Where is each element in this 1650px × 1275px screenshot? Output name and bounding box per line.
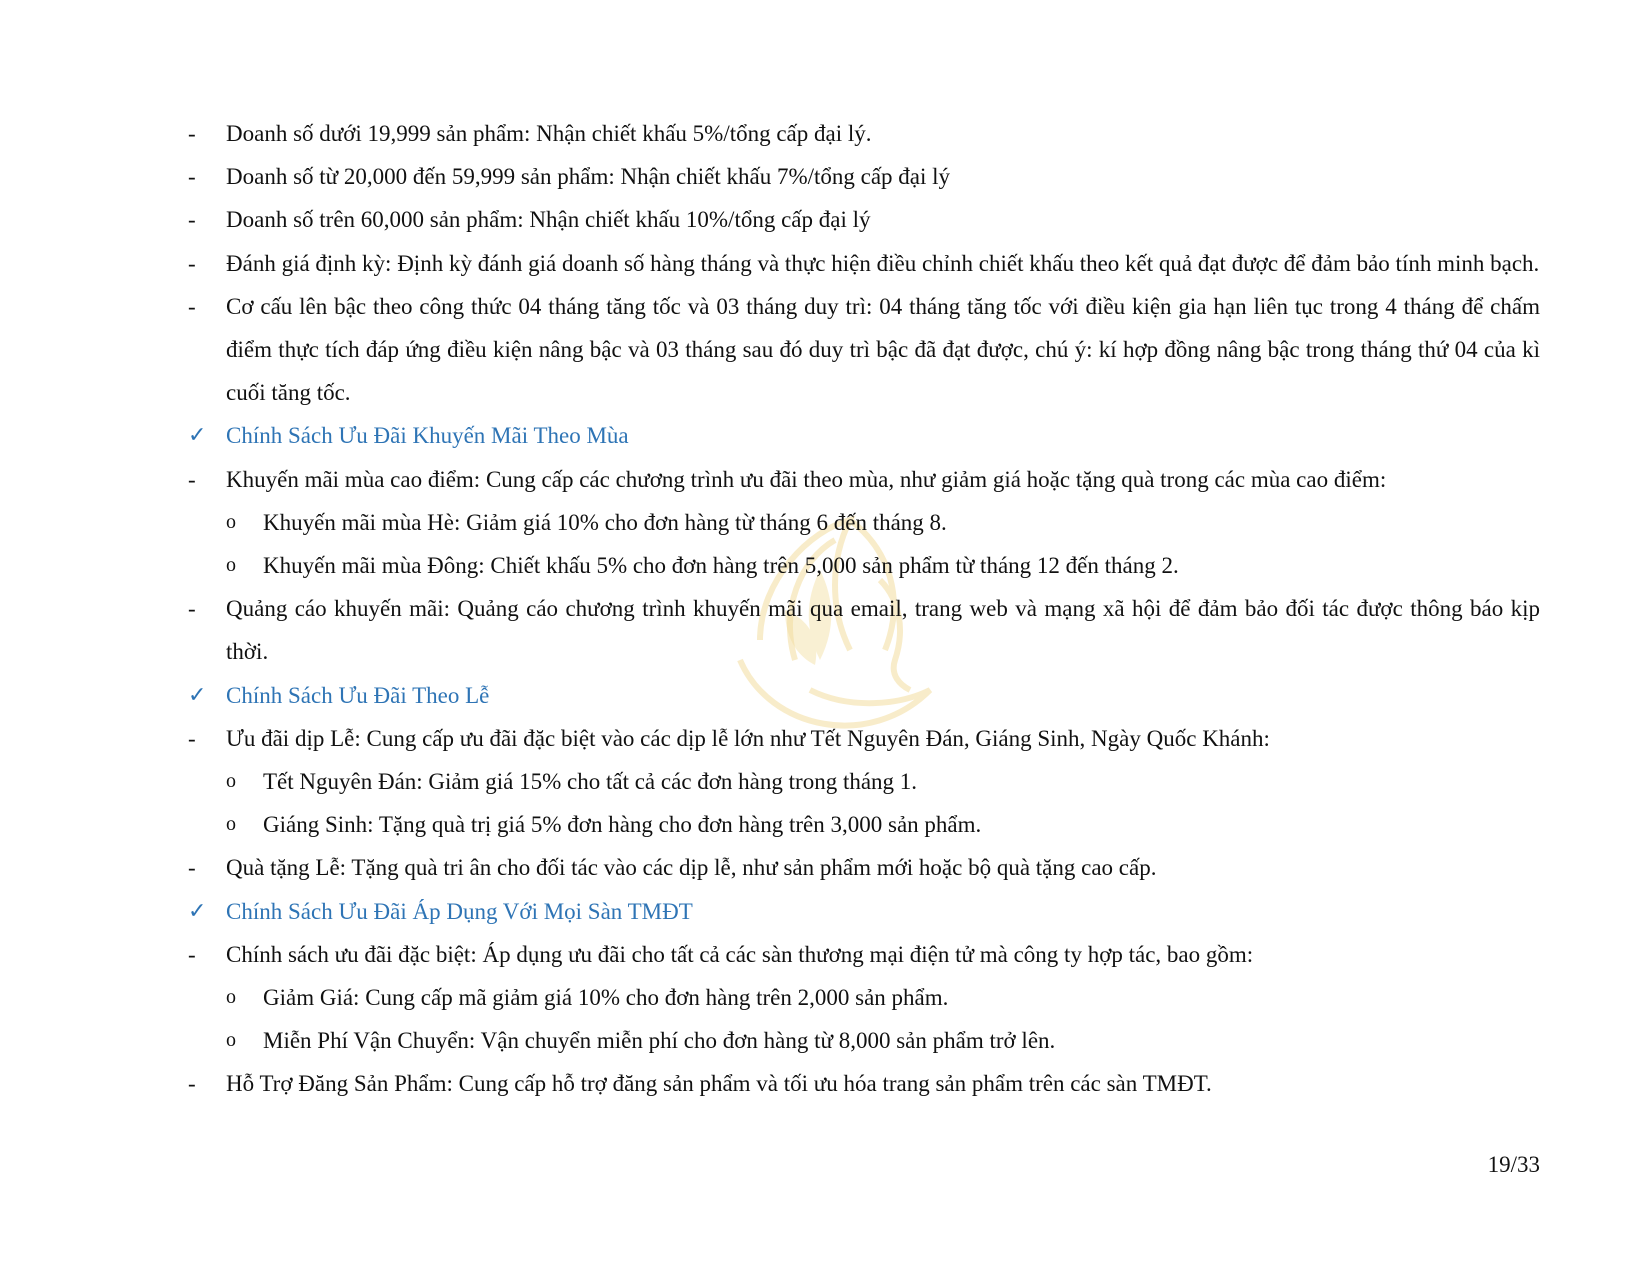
circle-bullet-icon: o [226, 813, 236, 836]
item-text: Khuyến mãi mùa Hè: Giảm giá 10% cho đơn hàng từ tháng 6 đến tháng 8. [263, 509, 947, 535]
item-text: Quảng cáo khuyến mãi: Quảng cáo chương trình khuyến mãi qua email, trang web và mạng xã hội để đảm bảo đối tác được thông báo kịp thời. [226, 596, 1540, 665]
item-text: Miễn Phí Vận Chuyển: Vận chuyển miễn phí cho đơn hàng từ 8,000 sản phẩm trở lên. [263, 1028, 1056, 1054]
page-number: 19/33 [1487, 1152, 1540, 1177]
dash-bullet-icon: - [188, 1071, 196, 1097]
item-text: Doanh số từ 20,000 đến 59,999 sản phẩm: Nhận chiết khấu 7%/tổng cấp đại lý [226, 164, 951, 190]
item-text: Chính Sách Ưu Đãi Áp Dụng Với Mọi Sàn TMĐT [226, 898, 693, 924]
bullet-item [188, 458, 1540, 501]
sub-bullet-item [188, 976, 1540, 1019]
section-heading [188, 674, 1540, 717]
dash-bullet-icon: - [188, 250, 196, 276]
bullet-item [188, 285, 1540, 415]
item-text: Cơ cấu lên bậc theo công thức 04 tháng tăng tốc và 03 tháng duy trì: 04 tháng tăng tốc với điều kiện gia hạn liên tục trong 4 tháng để chấm điểm thực tích đáp ứng điều kiện nâng bậc và 03 tháng sau đó duy trì bậc đã đạt được, chú ý: kí hợp đồng nâng bậc trong tháng thứ 04 của kì cuối tăng tốc. [226, 293, 1540, 406]
item-text: Quà tặng Lễ: Tặng quà tri ân cho đối tác vào các dịp lễ, như sản phẩm mới hoặc bộ quà tặng cao cấp. [226, 855, 1157, 881]
sub-bullet-item [188, 544, 1540, 587]
item-text: Hỗ Trợ Đăng Sản Phẩm: Cung cấp hỗ trợ đăng sản phẩm và tối ưu hóa trang sản phẩm trên các sàn TMĐT. [226, 1071, 1212, 1097]
section-heading [188, 890, 1540, 933]
circle-bullet-icon: o [226, 770, 236, 793]
dash-bullet-icon: - [188, 293, 196, 319]
sub-bullet-item [188, 803, 1540, 846]
circle-bullet-icon: o [226, 510, 236, 533]
dash-bullet-icon: - [188, 164, 196, 190]
circle-bullet-icon: o [226, 986, 236, 1009]
circle-bullet-icon: o [226, 554, 236, 577]
bullet-item [188, 112, 1540, 155]
item-text: Giảm Giá: Cung cấp mã giảm giá 10% cho đơn hàng trên 2,000 sản phẩm. [263, 985, 949, 1011]
item-text: Chính Sách Ưu Đãi Khuyến Mãi Theo Mùa [226, 423, 629, 449]
item-text: Doanh số dưới 19,999 sản phẩm: Nhận chiết khấu 5%/tổng cấp đại lý. [226, 121, 872, 146]
item-text: Tết Nguyên Đán: Giảm giá 15% cho tất cả các đơn hàng trong tháng 1. [263, 769, 918, 795]
dash-bullet-icon: - [188, 725, 196, 751]
checkmark-icon: ✓ [188, 423, 207, 449]
bullet-item [188, 587, 1540, 673]
bullet-item [188, 242, 1540, 285]
checkmark-icon: ✓ [188, 898, 207, 924]
bullet-item [188, 155, 1540, 198]
dash-bullet-icon: - [188, 207, 196, 233]
bullet-item [188, 933, 1540, 976]
bullet-item [188, 717, 1540, 760]
dash-bullet-icon: - [188, 855, 196, 881]
dash-bullet-icon: - [188, 466, 196, 492]
dash-bullet-icon: - [188, 596, 196, 622]
bullet-item [188, 198, 1540, 241]
bullet-item [188, 846, 1540, 889]
document-body [188, 112, 1540, 1106]
item-text: Đánh giá định kỳ: Định kỳ đánh giá doanh số hàng tháng và thực hiện điều chỉnh chiết khấu theo kết quả đạt được để đảm bảo tính minh bạch. [226, 250, 1540, 276]
item-text: Chính Sách Ưu Đãi Theo Lễ [226, 682, 490, 708]
checkmark-icon: ✓ [188, 682, 207, 708]
item-text: Chính sách ưu đãi đặc biệt: Áp dụng ưu đãi cho tất cả các sàn thương mại điện tử mà công ty hợp tác, bao gồm: [226, 941, 1254, 967]
item-text: Doanh số trên 60,000 sản phẩm: Nhận chiết khấu 10%/tổng cấp đại lý [226, 207, 871, 233]
section-heading [188, 414, 1540, 457]
circle-bullet-icon: o [226, 1029, 236, 1052]
sub-bullet-item [188, 501, 1540, 544]
item-text: Giáng Sinh: Tặng quà trị giá 5% đơn hàng cho đơn hàng trên 3,000 sản phẩm. [263, 812, 982, 838]
bullet-item [188, 1062, 1540, 1105]
dash-bullet-icon: - [188, 121, 196, 146]
item-text: Khuyến mãi mùa Đông: Chiết khấu 5% cho đơn hàng trên 5,000 sản phẩm từ tháng 12 đến tháng 2. [263, 553, 1179, 579]
sub-bullet-item [188, 760, 1540, 803]
dash-bullet-icon: - [188, 941, 196, 967]
item-text: Ưu đãi dịp Lễ: Cung cấp ưu đãi đặc biệt vào các dịp lễ lớn như Tết Nguyên Đán, Giáng Sinh, Ngày Quốc Khánh: [226, 725, 1270, 751]
sub-bullet-item [188, 1019, 1540, 1062]
item-text: Khuyến mãi mùa cao điểm: Cung cấp các chương trình ưu đãi theo mùa, như giảm giá hoặc tặng quà trong các mùa cao điểm: [226, 466, 1387, 492]
